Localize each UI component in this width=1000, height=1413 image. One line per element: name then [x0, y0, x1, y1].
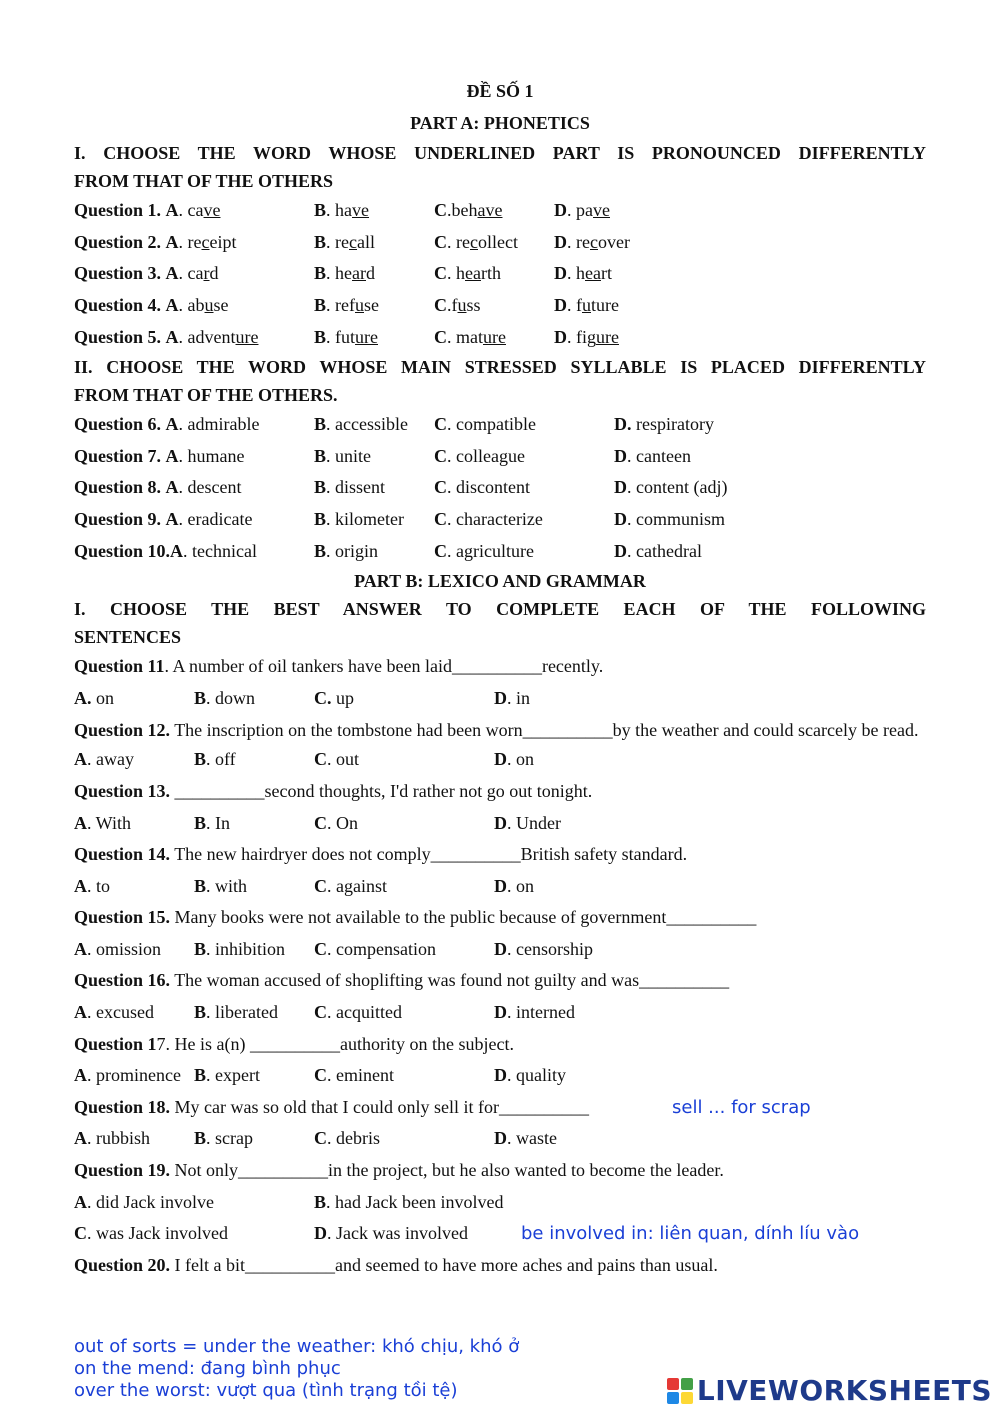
answer-row: C. was Jack involved D. Jack was involved be involved in: liên quan, dính líu vào: [74, 1218, 926, 1250]
question-row: Question 5. A. adventure B. future C. mature D. figure: [74, 326, 619, 347]
part-a-section-2-heading: II. CHOOSE THE WORD WHOSE MAIN STRESSED SYLLABLE IS PLACED DIFFERENTLY FROM THAT OF THE OTHERS.: [74, 357, 926, 406]
question-stem: Question 19. Not only__________in the project, but he also wanted to become the leader.: [74, 1160, 724, 1181]
answer-row: A. excused B. liberated C. acquitted D. interned: [74, 1002, 575, 1023]
question-stem: Question 14. The new hairdryer does not comply__________British safety standard.: [74, 844, 688, 865]
logo-icon: [667, 1378, 693, 1404]
question-row: Question 7. A. humane B. unite C. colleague D. canteen: [74, 445, 691, 466]
question-row: Question 9. A. eradicate B. kilometer C. characterize D. communism: [74, 508, 725, 529]
question-stem: Question 15. Many books were not available to the public because of government__________: [74, 907, 757, 928]
answer-row: A. prominence B. expert C. eminent D. quality: [74, 1065, 566, 1086]
question-stem: Question 12. The inscription on the tombstone had been worn__________by the weather and could scarcely be read.: [74, 720, 919, 741]
question-row: Question 6. A. admirable B. accessible C. compatible D. respiratory: [74, 414, 714, 435]
liveworksheets-logo: [667, 1374, 992, 1407]
question-stem: Question 17. He is a(n) __________authority on the subject.: [74, 1033, 514, 1054]
worksheet-page: [74, 76, 926, 1281]
annotation-note: sell ... for scrap: [672, 1096, 811, 1118]
question-row: Question 1. A. cave B. have C.behave D. pave: [74, 200, 610, 221]
answer-row: A. on B. down C. up D. in: [74, 687, 531, 708]
note-line: over the worst: vượt qua (tình trạng tồi tệ): [74, 1380, 458, 1401]
answer-row: A. With B. In C. On D. Under: [74, 812, 561, 833]
question-stem: Question 20. I felt a bit__________and seemed to have more aches and pains than usual.: [74, 1254, 718, 1275]
question-row: Question 8. A. descent B. dissent C. discontent D. content (adj): [74, 477, 728, 498]
answer-row: A. away B. off C. out D. on: [74, 749, 534, 770]
part-b-section-1-heading: I. CHOOSE THE BEST ANSWER TO COMPLETE EACH OF THE FOLLOWING SENTENCES: [74, 599, 926, 648]
question-stem: Question 11. A number of oil tankers have been laid__________recently.: [74, 656, 604, 677]
question-row: Question 2. A. receipt B. recall C. recollect D. recover: [74, 231, 630, 252]
question-row: Question 4. A. abuse B. refuse C.fuss D. future: [74, 294, 619, 315]
question-stem: Question 18. My car was so old that I could only sell it for__________ sell ... for scrap: [74, 1092, 926, 1124]
question-row: Question 3. A. card B. heard C. hearth D. heart: [74, 263, 612, 284]
vocabulary-notes: [74, 1336, 519, 1402]
doc-title: ĐỀ SỐ 1: [466, 81, 534, 101]
part-b-title: PART B: LEXICO AND GRAMMAR: [354, 571, 646, 592]
part-a-section-1-heading: I. CHOOSE THE WORD WHOSE UNDERLINED PART IS PRONOUNCED DIFFERENTLY FROM THAT OF THE OTHERS: [74, 143, 926, 192]
answer-row: A. omission B. inhibition C. compensation D. censorship: [74, 938, 593, 959]
question-stem: Question 13. __________second thoughts, I'd rather not go out tonight.: [74, 780, 593, 801]
question-stem: Question 16. The woman accused of shoplifting was found not guilty and was__________: [74, 970, 730, 991]
answer-row: A. rubbish B. scrap C. debris D. waste: [74, 1128, 557, 1149]
logo-text: LIVEWORKSHEETS: [696, 1374, 992, 1407]
answer-row: A. did Jack involve B. had Jack been involved: [74, 1191, 504, 1212]
question-row: Question 10.A. technical B. origin C. agriculture D. cathedral: [74, 540, 702, 561]
answer-row: A. to B. with C. against D. on: [74, 875, 534, 896]
note-line: on the mend: đang bình phục: [74, 1358, 341, 1379]
note-line: out of sorts = under the weather: khó chịu, khó ở: [74, 1336, 520, 1357]
part-a-title: PART A: PHONETICS: [410, 112, 590, 133]
annotation-note: be involved in: liên quan, dính líu vào: [521, 1223, 860, 1245]
